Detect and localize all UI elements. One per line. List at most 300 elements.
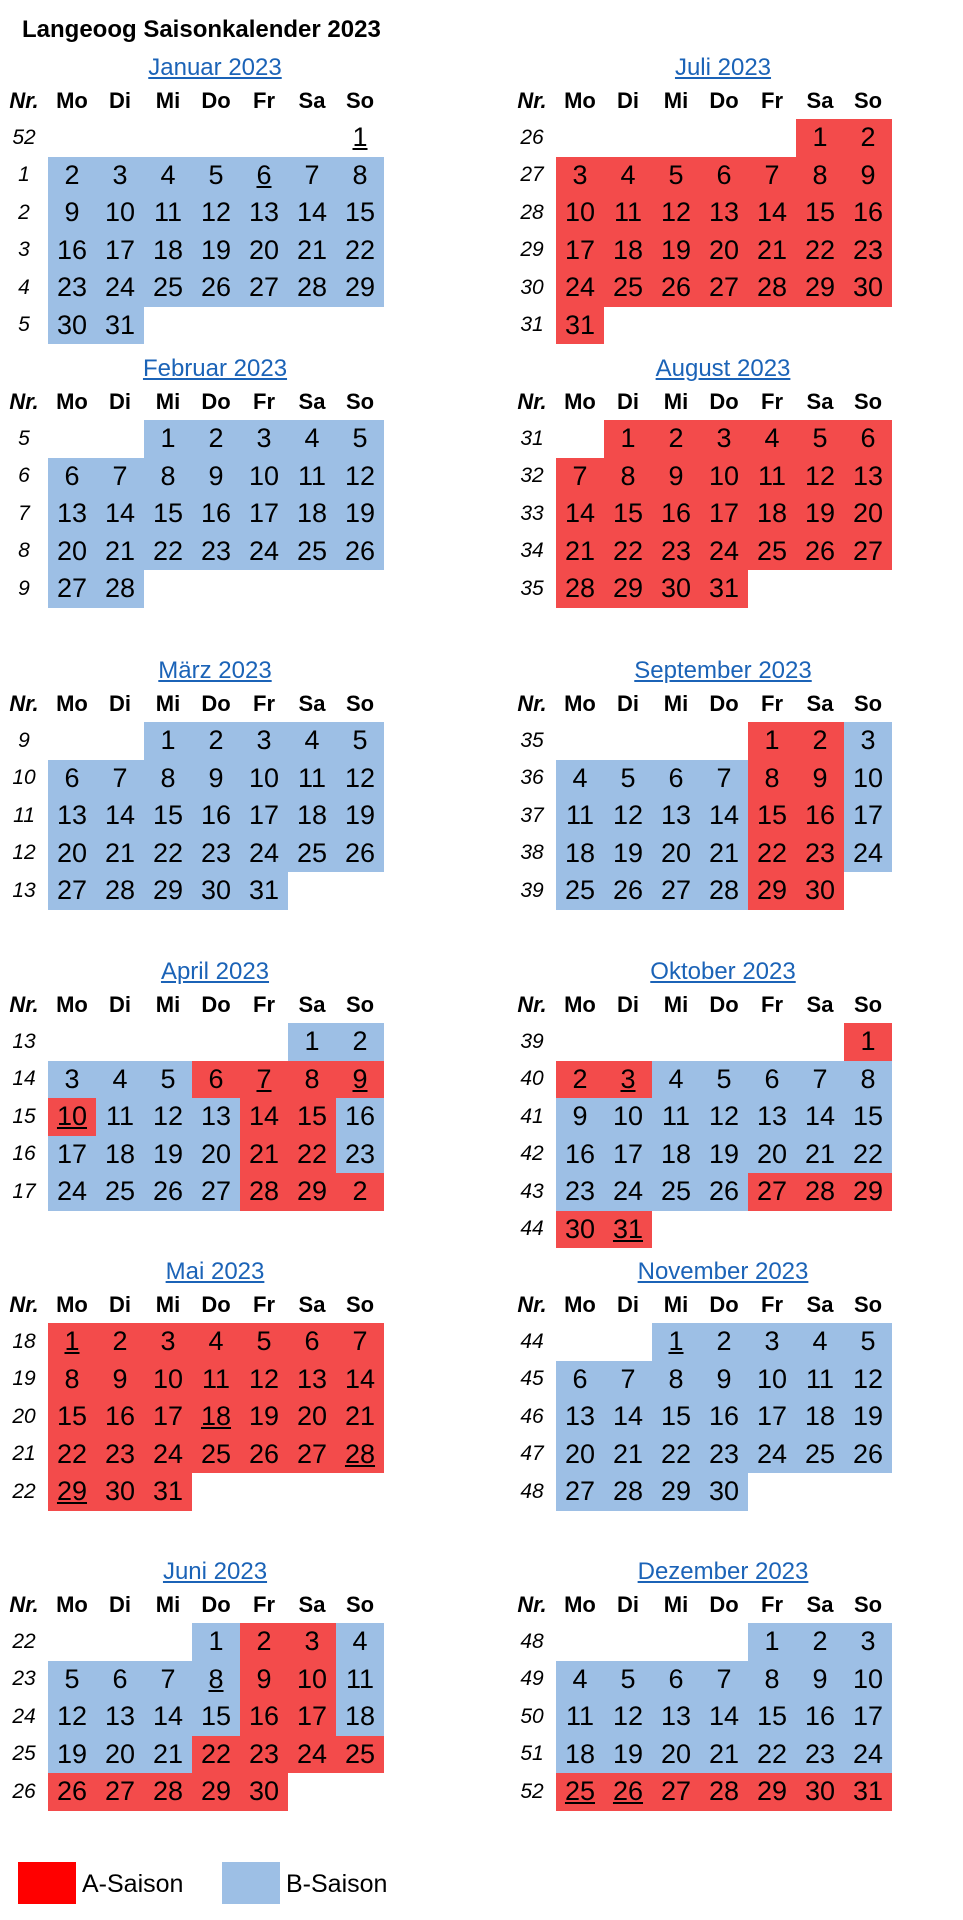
day-cell: 17 <box>240 797 288 835</box>
day-cell: 9 <box>48 194 96 232</box>
day-cell: 2 <box>192 420 240 458</box>
weekday-header: Do <box>709 87 739 113</box>
empty-cell <box>652 1623 700 1661</box>
day-cell: 16 <box>796 1698 844 1736</box>
holiday-day: 6 <box>256 159 272 190</box>
empty-cell <box>796 1023 844 1061</box>
day-cell: 31 <box>700 570 748 608</box>
week-number: 39 <box>520 1029 544 1053</box>
weekday-header: Sa <box>806 991 834 1017</box>
day-cell: 17 <box>556 232 604 270</box>
weekday-header-row <box>508 1286 892 1323</box>
day-cell <box>192 1398 240 1436</box>
day-cell: 30 <box>240 1773 288 1811</box>
day-cell: 4 <box>96 1061 144 1099</box>
legend-label: B-Saison <box>286 1870 388 1898</box>
weekday-header: Sa <box>806 1291 834 1317</box>
day-cell: 2 <box>336 1023 384 1061</box>
weekday-header: So <box>853 1291 883 1317</box>
month-title-link[interactable]: Mai 2023 <box>165 1258 265 1285</box>
weekday-header: So <box>853 690 883 716</box>
weekday-header: Sa <box>806 690 834 716</box>
day-cell: 19 <box>336 797 384 835</box>
day-cell: 4 <box>288 722 336 760</box>
day-cell: 17 <box>844 797 892 835</box>
weekday-header-row <box>508 986 892 1023</box>
weekday-header: Mo <box>564 690 596 716</box>
day-cell: 11 <box>288 458 336 496</box>
empty-cell <box>652 119 700 157</box>
weekday-header: Mi <box>663 991 689 1017</box>
day-cell: 19 <box>144 1136 192 1174</box>
day-cell: 16 <box>96 1398 144 1436</box>
month-title-link[interactable]: November 2023 <box>637 1258 809 1285</box>
day-cell: 30 <box>796 1773 844 1811</box>
empty-cell <box>748 1023 796 1061</box>
day-cell: 19 <box>652 232 700 270</box>
empty-cell <box>48 1623 96 1661</box>
day-cell <box>336 1061 384 1099</box>
day-cell: 18 <box>604 232 652 270</box>
day-cell: 7 <box>700 1661 748 1699</box>
day-cell: 9 <box>844 157 892 195</box>
weekday-header: Mi <box>663 1291 689 1317</box>
day-cell: 30 <box>96 1473 144 1511</box>
day-cell: 23 <box>796 1736 844 1774</box>
week-number: 49 <box>520 1667 544 1691</box>
day-cell: 23 <box>652 533 700 571</box>
month-table <box>0 986 384 1211</box>
month-title-link[interactable]: Dezember 2023 <box>637 1558 809 1585</box>
holiday-day: 29 <box>56 1476 88 1507</box>
day-cell: 11 <box>96 1098 144 1136</box>
weekday-header: Mi <box>663 1591 689 1617</box>
day-cell: 4 <box>192 1323 240 1361</box>
weekday-header: Do <box>709 991 739 1017</box>
day-cell: 2 <box>48 157 96 195</box>
empty-cell <box>336 872 384 910</box>
day-cell: 22 <box>604 533 652 571</box>
day-cell: 16 <box>48 232 96 270</box>
weekday-header-row <box>0 383 384 420</box>
day-cell: 13 <box>748 1098 796 1136</box>
day-cell: 30 <box>796 872 844 910</box>
week-number: 47 <box>520 1442 544 1466</box>
weekday-header: So <box>345 690 375 716</box>
day-cell: 12 <box>796 458 844 496</box>
day-cell: 1 <box>748 1623 796 1661</box>
day-cell: 4 <box>748 420 796 458</box>
weekday-header: Di <box>109 991 131 1017</box>
month-title-link[interactable]: Januar 2023 <box>148 54 282 81</box>
day-cell: 23 <box>192 533 240 571</box>
day-cell: 30 <box>556 1211 604 1249</box>
day-cell: 18 <box>288 495 336 533</box>
day-cell: 13 <box>844 458 892 496</box>
day-cell: 4 <box>652 1061 700 1099</box>
week-row <box>508 797 892 835</box>
empty-cell <box>48 722 96 760</box>
week-number: 45 <box>520 1367 544 1391</box>
day-cell: 7 <box>556 458 604 496</box>
week-row <box>508 157 892 195</box>
day-cell: 8 <box>604 458 652 496</box>
week-row <box>508 1623 892 1661</box>
weekday-header: So <box>345 1591 375 1617</box>
day-cell: 31 <box>144 1473 192 1511</box>
day-cell: 7 <box>96 458 144 496</box>
empty-cell <box>844 1211 892 1249</box>
day-cell: 22 <box>192 1736 240 1774</box>
week-number: 21 <box>12 1442 36 1466</box>
day-cell: 11 <box>796 1361 844 1399</box>
day-cell: 28 <box>604 1473 652 1511</box>
week-row <box>0 1436 384 1474</box>
week-number: 42 <box>520 1142 544 1166</box>
day-cell: 10 <box>240 458 288 496</box>
month-table <box>0 82 384 344</box>
week-row <box>0 1661 384 1699</box>
month-title-link[interactable]: April 2023 <box>160 958 270 985</box>
month-title-link[interactable]: Februar 2023 <box>142 355 288 382</box>
weekday-header: Fr <box>253 87 275 113</box>
day-cell: 2 <box>96 1323 144 1361</box>
day-cell: 14 <box>336 1361 384 1399</box>
weekday-header: Mo <box>564 1591 596 1617</box>
legend-label: A-Saison <box>82 1870 184 1898</box>
weekday-header: Sa <box>298 388 326 414</box>
day-cell: 8 <box>288 1061 336 1099</box>
day-cell: 5 <box>240 1323 288 1361</box>
day-cell: 1 <box>748 722 796 760</box>
weekday-header: Fr <box>253 388 275 414</box>
weekday-header-row <box>508 1586 892 1623</box>
holiday-day: 1 <box>668 1326 684 1357</box>
week-number: 26 <box>520 125 544 149</box>
weekday-header: Mo <box>56 87 88 113</box>
weekday-header: Mi <box>155 991 181 1017</box>
day-cell: 27 <box>844 533 892 571</box>
day-cell: 26 <box>336 835 384 873</box>
day-cell <box>604 1211 652 1249</box>
day-cell: 10 <box>844 1661 892 1699</box>
day-cell <box>652 1323 700 1361</box>
day-cell: 21 <box>96 835 144 873</box>
day-cell: 22 <box>748 835 796 873</box>
day-cell: 23 <box>700 1436 748 1474</box>
weekday-header: Mi <box>155 1291 181 1317</box>
day-cell: 2 <box>796 1623 844 1661</box>
week-row <box>0 1473 384 1511</box>
day-cell: 11 <box>556 797 604 835</box>
day-cell: 18 <box>144 232 192 270</box>
week-row <box>0 1361 384 1399</box>
holiday-day: 3 <box>620 1063 636 1094</box>
day-cell <box>192 1661 240 1699</box>
day-cell: 5 <box>652 157 700 195</box>
week-number: 2 <box>18 200 30 224</box>
day-cell: 1 <box>144 722 192 760</box>
day-cell: 27 <box>288 1436 336 1474</box>
empty-cell <box>556 1023 604 1061</box>
day-cell: 5 <box>604 760 652 798</box>
month-title-link[interactable]: Juli 2023 <box>674 54 772 81</box>
week-number: 46 <box>520 1404 544 1428</box>
month-title-link[interactable]: März 2023 <box>158 657 272 684</box>
day-cell: 13 <box>240 194 288 232</box>
week-row <box>508 1061 892 1099</box>
weekday-header-row <box>0 82 384 119</box>
day-cell: 7 <box>96 760 144 798</box>
day-cell: 12 <box>144 1098 192 1136</box>
day-cell: 17 <box>288 1698 336 1736</box>
weekday-header: So <box>345 1291 375 1317</box>
week-row <box>508 1323 892 1361</box>
day-cell: 17 <box>844 1698 892 1736</box>
day-cell: 7 <box>336 1323 384 1361</box>
weekday-header: Sa <box>806 388 834 414</box>
day-cell: 5 <box>796 420 844 458</box>
empty-cell <box>748 1473 796 1511</box>
week-number-header: Nr. <box>517 1291 547 1317</box>
day-cell: 8 <box>144 760 192 798</box>
day-cell: 21 <box>700 1736 748 1774</box>
day-cell: 30 <box>844 269 892 307</box>
week-number: 9 <box>18 576 30 600</box>
week-row <box>508 420 892 458</box>
day-cell: 21 <box>796 1136 844 1174</box>
month-table <box>0 685 384 910</box>
day-cell: 12 <box>336 458 384 496</box>
empty-cell <box>336 307 384 345</box>
day-cell: 19 <box>336 495 384 533</box>
empty-cell <box>240 1023 288 1061</box>
empty-cell <box>240 570 288 608</box>
day-cell <box>604 1061 652 1099</box>
day-cell: 21 <box>240 1136 288 1174</box>
week-number: 3 <box>18 238 30 262</box>
empty-cell <box>844 307 892 345</box>
day-cell: 20 <box>844 495 892 533</box>
weekday-header: Do <box>201 388 231 414</box>
day-cell: 22 <box>652 1436 700 1474</box>
day-cell: 28 <box>748 269 796 307</box>
day-cell <box>240 1061 288 1099</box>
day-cell: 4 <box>796 1323 844 1361</box>
day-cell: 26 <box>700 1173 748 1211</box>
empty-cell <box>288 570 336 608</box>
empty-cell <box>844 872 892 910</box>
weekday-header-row <box>0 986 384 1023</box>
week-number: 44 <box>520 1329 544 1353</box>
empty-cell <box>604 307 652 345</box>
empty-cell <box>240 307 288 345</box>
week-number: 24 <box>12 1704 36 1728</box>
day-cell: 7 <box>748 157 796 195</box>
day-cell: 23 <box>556 1173 604 1211</box>
day-cell: 3 <box>748 1323 796 1361</box>
week-number: 37 <box>520 803 544 827</box>
week-number-header: Nr. <box>9 991 39 1017</box>
day-cell: 3 <box>556 157 604 195</box>
week-number: 9 <box>18 728 30 752</box>
month-title-link[interactable]: Oktober 2023 <box>650 958 796 985</box>
weekday-header: Do <box>201 690 231 716</box>
day-cell: 10 <box>844 760 892 798</box>
day-cell: 18 <box>796 1398 844 1436</box>
day-cell: 2 <box>700 1323 748 1361</box>
week-row <box>508 722 892 760</box>
day-cell: 26 <box>144 1173 192 1211</box>
weekday-header: Sa <box>298 690 326 716</box>
month-table <box>508 685 892 910</box>
empty-cell <box>144 119 192 157</box>
month-title-link[interactable]: September 2023 <box>634 657 812 684</box>
week-number: 48 <box>520 1629 544 1653</box>
empty-cell <box>796 1473 844 1511</box>
week-number: 13 <box>12 1029 36 1053</box>
week-row <box>0 570 384 608</box>
empty-cell <box>652 722 700 760</box>
day-cell <box>48 1323 96 1361</box>
weekday-header: Fr <box>253 991 275 1017</box>
day-cell: 16 <box>192 495 240 533</box>
week-row <box>508 1661 892 1699</box>
empty-cell <box>96 722 144 760</box>
week-number: 52 <box>520 1779 544 1803</box>
empty-cell <box>48 420 96 458</box>
weekday-header: Sa <box>806 1591 834 1617</box>
empty-cell <box>700 722 748 760</box>
month-title-link[interactable]: Juni 2023 <box>162 1558 268 1585</box>
day-cell: 20 <box>700 232 748 270</box>
day-cell: 10 <box>700 458 748 496</box>
weekday-header-row <box>508 685 892 722</box>
day-cell: 29 <box>748 1773 796 1811</box>
day-cell: 23 <box>192 835 240 873</box>
day-cell: 24 <box>844 835 892 873</box>
day-cell: 9 <box>700 1361 748 1399</box>
week-number: 29 <box>520 238 544 262</box>
weekday-header: Di <box>617 87 639 113</box>
day-cell: 24 <box>604 1173 652 1211</box>
week-row <box>0 495 384 533</box>
empty-cell <box>192 307 240 345</box>
week-row <box>0 797 384 835</box>
day-cell: 4 <box>288 420 336 458</box>
day-cell: 10 <box>556 194 604 232</box>
month-table <box>0 1286 384 1511</box>
weekday-header: Di <box>109 388 131 414</box>
weekday-header: Fr <box>253 1591 275 1617</box>
day-cell: 8 <box>48 1361 96 1399</box>
week-number: 38 <box>520 841 544 865</box>
day-cell: 3 <box>844 722 892 760</box>
day-cell: 29 <box>652 1473 700 1511</box>
empty-cell <box>604 722 652 760</box>
day-cell: 11 <box>336 1661 384 1699</box>
weekday-header: Fr <box>761 1291 783 1317</box>
empty-cell <box>48 1023 96 1061</box>
day-cell: 23 <box>844 232 892 270</box>
weekday-header: Sa <box>806 87 834 113</box>
day-cell: 26 <box>652 269 700 307</box>
week-number: 26 <box>12 1779 36 1803</box>
empty-cell <box>96 420 144 458</box>
empty-cell <box>240 119 288 157</box>
day-cell: 25 <box>748 533 796 571</box>
week-number-header: Nr. <box>517 690 547 716</box>
day-cell: 16 <box>240 1698 288 1736</box>
day-cell: 7 <box>288 157 336 195</box>
day-cell: 9 <box>556 1098 604 1136</box>
day-cell: 24 <box>844 1736 892 1774</box>
weekday-header: So <box>345 991 375 1017</box>
week-number: 27 <box>520 163 544 187</box>
day-cell: 27 <box>192 1173 240 1211</box>
day-cell: 16 <box>336 1098 384 1136</box>
day-cell: 17 <box>96 232 144 270</box>
empty-cell <box>844 1473 892 1511</box>
empty-cell <box>652 307 700 345</box>
week-row <box>508 570 892 608</box>
holiday-day: 1 <box>64 1326 80 1357</box>
day-cell: 20 <box>192 1136 240 1174</box>
day-cell: 8 <box>336 157 384 195</box>
day-cell: 6 <box>652 1661 700 1699</box>
day-cell: 13 <box>192 1098 240 1136</box>
day-cell: 19 <box>192 232 240 270</box>
weekday-header: Di <box>617 690 639 716</box>
day-cell: 17 <box>748 1398 796 1436</box>
day-cell: 5 <box>700 1061 748 1099</box>
day-cell: 25 <box>192 1436 240 1474</box>
day-cell: 15 <box>652 1398 700 1436</box>
week-number-header: Nr. <box>517 388 547 414</box>
weekday-header: Mo <box>56 1291 88 1317</box>
month-table <box>0 383 384 608</box>
day-cell: 8 <box>652 1361 700 1399</box>
day-cell: 16 <box>700 1398 748 1436</box>
week-row <box>508 1211 892 1249</box>
day-cell: 15 <box>796 194 844 232</box>
empty-cell <box>96 1623 144 1661</box>
week-number: 41 <box>520 1104 544 1128</box>
day-cell: 3 <box>240 420 288 458</box>
day-cell: 23 <box>336 1136 384 1174</box>
day-cell: 6 <box>288 1323 336 1361</box>
day-cell: 14 <box>96 797 144 835</box>
day-cell: 6 <box>48 458 96 496</box>
empty-cell <box>652 1211 700 1249</box>
day-cell: 25 <box>652 1173 700 1211</box>
day-cell: 20 <box>652 835 700 873</box>
week-number: 8 <box>18 539 30 563</box>
weekday-header: Di <box>109 690 131 716</box>
weekday-header: Mo <box>564 388 596 414</box>
day-cell: 1 <box>844 1023 892 1061</box>
day-cell: 12 <box>48 1698 96 1736</box>
day-cell: 19 <box>240 1398 288 1436</box>
week-row <box>508 1361 892 1399</box>
day-cell: 9 <box>192 760 240 798</box>
day-cell: 2 <box>796 722 844 760</box>
day-cell: 14 <box>288 194 336 232</box>
week-row <box>508 458 892 496</box>
day-cell: 31 <box>240 872 288 910</box>
day-cell: 15 <box>336 194 384 232</box>
month-title-link[interactable]: August 2023 <box>655 355 791 382</box>
